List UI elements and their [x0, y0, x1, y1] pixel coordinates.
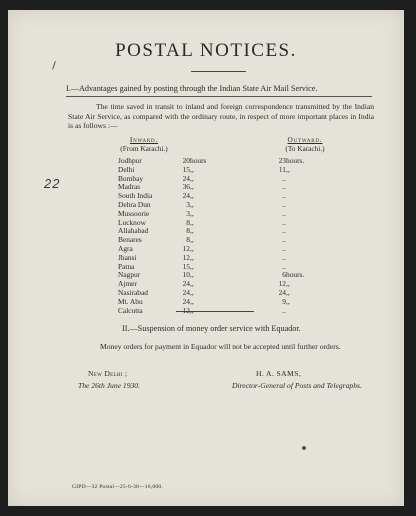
outward-hours: .. [282, 191, 286, 201]
inward-hours: 3 [186, 208, 190, 218]
inward-hours: 8 [186, 217, 190, 227]
outward-unit [286, 307, 326, 316]
place-name: Allahabad [118, 226, 149, 236]
time-saved-table [118, 157, 326, 315]
table-row [118, 166, 326, 175]
place-name: Patna [118, 261, 135, 271]
outward-unit [286, 210, 326, 219]
outward-hours: .. [282, 182, 286, 192]
place-name: Jhansi [118, 252, 137, 262]
inward-unit: ,, [190, 191, 194, 201]
outward-hours: .. [282, 226, 286, 236]
inward-hours: 15 [182, 164, 190, 174]
table-row [118, 219, 326, 228]
outward-unit [286, 227, 326, 236]
outward-unit: ,, [286, 164, 290, 174]
outward-hours: .. [282, 252, 286, 262]
table-row [118, 201, 326, 210]
inward-unit: ,, [190, 226, 194, 236]
inward-unit: hours [190, 156, 207, 165]
inward-hours: 20 [182, 156, 190, 165]
outward-hours: 9 [282, 296, 286, 306]
outward-unit: ,, [286, 287, 290, 297]
outward-unit: ,, [286, 296, 290, 306]
inward-subtitle: (From Karachi.) [120, 144, 168, 153]
table-row [118, 245, 326, 254]
place-name: Lucknow [118, 217, 146, 227]
inward-hours: 24 [182, 173, 190, 183]
outward-unit [286, 192, 326, 201]
outward-unit [286, 183, 326, 192]
place-name: Nasirabad [118, 287, 148, 297]
table-row [118, 289, 326, 298]
section-divider [176, 311, 254, 312]
place-name: Delhi [118, 164, 135, 174]
outward-hours: .. [282, 173, 286, 183]
inward-hours: 15 [182, 261, 190, 271]
pencil-handwritten-number: 22 [44, 176, 61, 191]
inward-unit: ,, [190, 199, 194, 209]
place-name: Bombay [118, 173, 144, 183]
place-name: Madras [118, 182, 141, 192]
place-name: Mussoorie [118, 208, 150, 218]
inward-hours: 8 [186, 235, 190, 245]
outward-hours: 11 [278, 164, 286, 174]
inward-unit: ,, [190, 279, 194, 289]
inward-hours: 24 [182, 287, 190, 297]
place-name: Jodhpur [118, 156, 142, 165]
outward-hours: 12 [278, 279, 286, 289]
place-name: South India [118, 191, 153, 201]
inward-hours: 8 [186, 226, 190, 236]
outward-unit [286, 245, 326, 254]
ink-spot [302, 446, 306, 450]
outward-hours: 6 [282, 270, 286, 280]
section-1-heading: I.—Advantages gained by posting through the Indian State Air Mail Service. [66, 84, 318, 93]
time-saved-rows [118, 157, 326, 315]
inward-unit: ,, [190, 261, 194, 271]
inward-column-header [112, 135, 176, 153]
outward-unit [286, 254, 326, 263]
inward-title: Inward. [129, 135, 159, 144]
section-2-heading: II.—Suspension of money order service with Equador. [122, 324, 301, 333]
table-row [118, 157, 326, 166]
place-name: Nagpur [118, 270, 141, 280]
inward-hours: 24 [182, 279, 190, 289]
table-row [118, 298, 326, 307]
inward-hours: 12 [182, 252, 190, 262]
place-name: Benares [118, 235, 142, 245]
print-footer: GIPD—32 Postal—25-6-30—16,000. [72, 484, 163, 490]
outward-hours: .. [282, 305, 286, 315]
inward-unit: ,, [190, 287, 194, 297]
place-name: Calcutta [118, 305, 143, 315]
outward-hours: .. [282, 235, 286, 245]
title-divider [191, 71, 246, 72]
outward-hours: .. [282, 199, 286, 209]
signatory-designation: Director-General of Posts and Telegraphs. [232, 381, 362, 390]
inward-hours: 12 [182, 243, 190, 253]
inward-hours: 10 [182, 270, 190, 280]
outward-unit: hours. [286, 270, 305, 280]
signatory-name: H. A. SAMS, [256, 369, 302, 378]
inward-unit: ,, [190, 173, 194, 183]
place-name: Mt. Abu [118, 296, 143, 306]
inward-unit: ,, [190, 208, 194, 218]
outward-unit [286, 201, 326, 210]
table-row [118, 280, 326, 289]
outward-subtitle: (To Karachi.) [285, 144, 325, 153]
outward-hours: 24 [278, 287, 286, 297]
signature-date: The 26th June 1930. [78, 381, 141, 390]
outward-unit [286, 236, 326, 245]
table-row [118, 236, 326, 245]
inward-unit: ,, [190, 296, 194, 306]
outward-unit [286, 175, 326, 184]
inward-hours: 24 [182, 191, 190, 201]
outward-unit [286, 219, 326, 228]
inward-hours: 24 [182, 296, 190, 306]
notice-sheet [8, 10, 404, 506]
place-name: Ajmer [118, 279, 137, 289]
outward-unit: hours. [286, 156, 305, 165]
pencil-tick-mark: \ [48, 60, 59, 72]
outward-hours: .. [282, 217, 286, 227]
outward-title: Outward. [287, 135, 323, 144]
inward-unit: ,, [190, 252, 194, 262]
outward-hours: .. [282, 243, 286, 253]
outward-column-header [276, 135, 334, 153]
inward-unit: ,, [190, 270, 194, 280]
place-name: Dehra Dun [118, 199, 151, 209]
inward-hours: 3 [186, 199, 190, 209]
table-row [118, 175, 326, 184]
inward-unit: ,, [190, 182, 194, 192]
outward-unit: ,, [286, 279, 290, 289]
section-1-paragraph: The time saved in transit to inland and foreign correspondence transmitted by the Indian State Air Service, as compared with the ordinary route, in respect of more important places in India is as follows :— [68, 102, 374, 131]
table-row [118, 254, 326, 263]
section-2-paragraph: Money orders for payment in Equador will not be accepted until further orders. [100, 342, 341, 351]
section-1-underline [66, 96, 372, 97]
inward-hours: 36 [182, 182, 190, 192]
outward-hours: 23 [278, 156, 286, 165]
page-title: POSTAL NOTICES. [115, 40, 297, 61]
inward-unit: ,, [190, 217, 194, 227]
inward-unit: ,, [190, 243, 194, 253]
table-row [118, 210, 326, 219]
outward-hours: .. [282, 208, 286, 218]
inward-unit: ,, [190, 235, 194, 245]
signature-place: New Delhi ; [88, 369, 128, 378]
place-name: Agra [118, 243, 133, 253]
table-row [118, 227, 326, 236]
table-row [118, 271, 326, 280]
outward-hours: .. [282, 261, 286, 271]
inward-unit: ,, [190, 164, 194, 174]
